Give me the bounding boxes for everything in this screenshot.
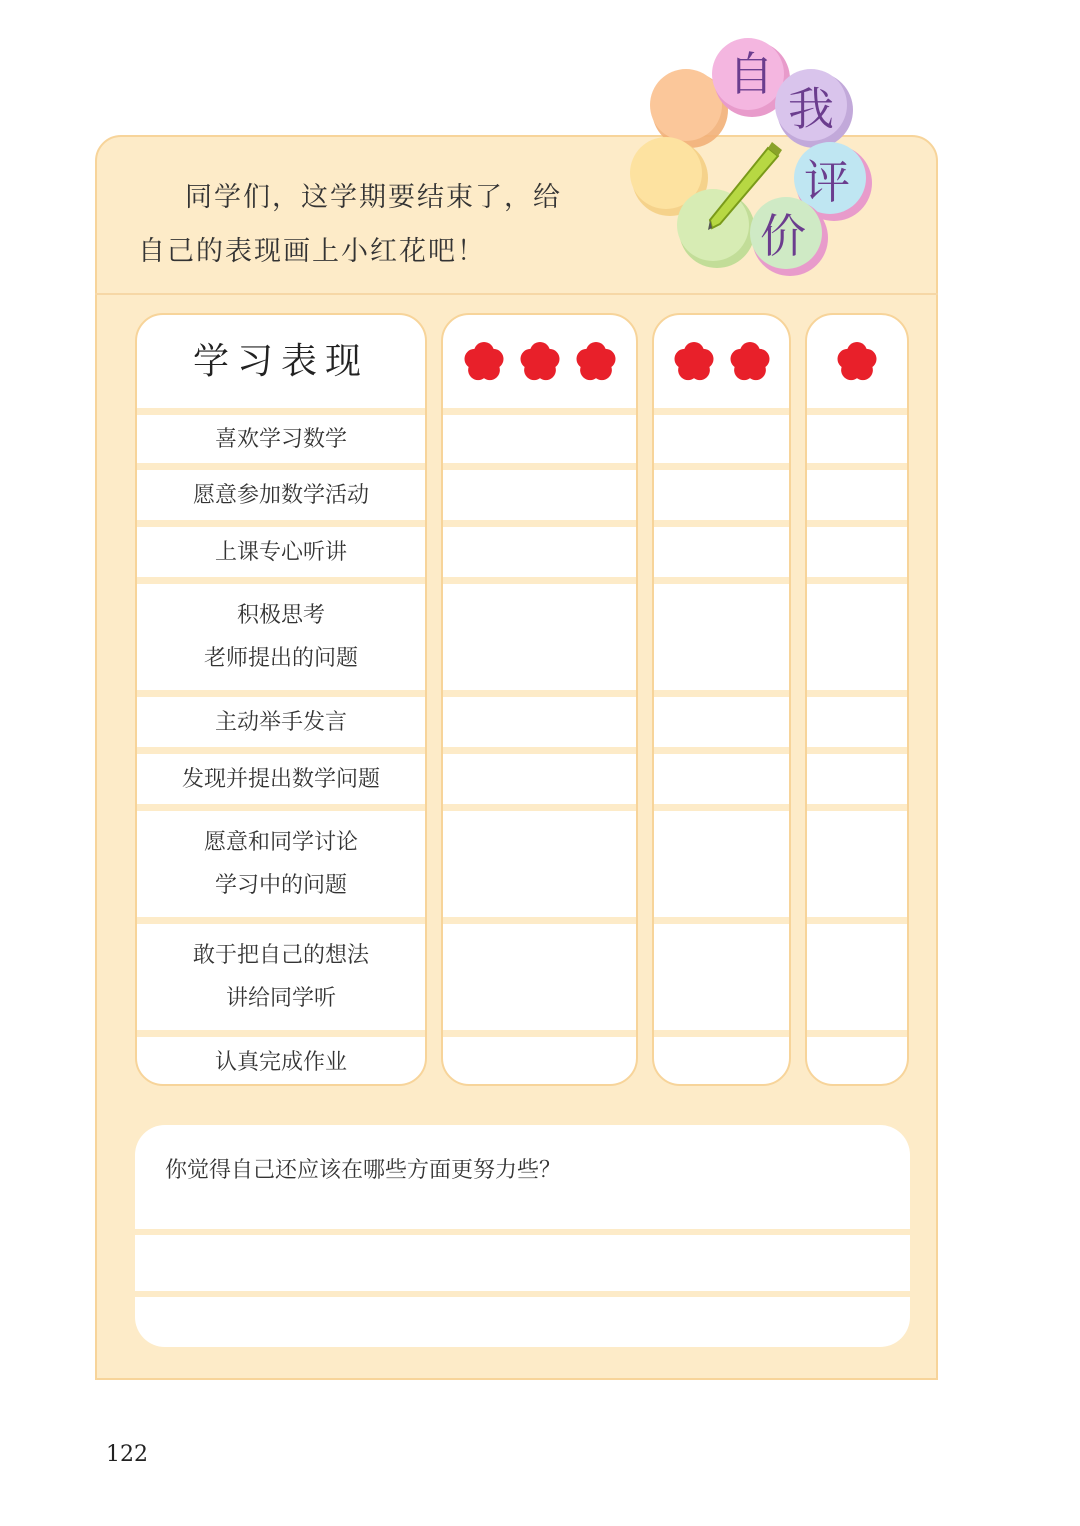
rating-cell[interactable] [654, 754, 789, 804]
rating-cell[interactable] [807, 697, 907, 747]
three-flowers-cells [443, 408, 636, 1087]
row-separator [443, 690, 636, 697]
rating-cell[interactable] [443, 584, 636, 690]
rating-cell[interactable] [443, 811, 636, 917]
row-separator [807, 577, 907, 584]
row-separator [443, 577, 636, 584]
row-separator [137, 577, 425, 584]
one-flower-header [807, 315, 907, 408]
row-separator [137, 408, 425, 415]
page-number: 122 [106, 1442, 148, 1467]
row-separator [807, 804, 907, 811]
performance-item [137, 924, 425, 1030]
rating-cell[interactable] [654, 924, 789, 1030]
row-separator [443, 1030, 636, 1037]
rating-cell[interactable] [807, 1037, 907, 1087]
two-flowers-header [654, 315, 789, 408]
rating-cell[interactable] [654, 470, 789, 520]
performance-item-line: 老师提出的问题 [203, 646, 358, 671]
performance-item-line: 发现并提出数学问题 [181, 766, 380, 792]
performance-item [137, 1037, 425, 1087]
row-separator [137, 690, 425, 697]
intro-line-1: 同学们，这学期要结束了，给 [185, 182, 562, 213]
rating-cell[interactable] [807, 470, 907, 520]
row-separator [807, 917, 907, 924]
rating-cell[interactable] [443, 754, 636, 804]
row-separator [443, 463, 636, 470]
red-flower-icon [463, 341, 505, 383]
performance-item-line: 愿意参加数学活动 [192, 482, 369, 508]
intro-divider [95, 293, 938, 295]
row-separator [654, 917, 789, 924]
performance-item [137, 584, 425, 690]
badge-char-wo: 我 [788, 82, 834, 136]
rating-cell[interactable] [443, 1037, 636, 1087]
row-separator [807, 408, 907, 415]
red-flower-icon [575, 341, 617, 383]
rating-cell[interactable] [807, 924, 907, 1030]
rating-cell[interactable] [807, 754, 907, 804]
row-separator [654, 520, 789, 527]
badge-char-jia: 价 [760, 209, 806, 263]
row-separator [443, 520, 636, 527]
rating-cell[interactable] [654, 527, 789, 577]
rating-column-two-flowers [652, 313, 791, 1086]
row-separator [654, 408, 789, 415]
row-separator [654, 747, 789, 754]
performance-item [137, 811, 425, 917]
badge-char-zi: 自 [728, 47, 774, 101]
performance-item [137, 754, 425, 804]
rating-cell[interactable] [807, 527, 907, 577]
row-separator [137, 917, 425, 924]
row-separator [137, 804, 425, 811]
performance-item-line: 积极思考 [236, 603, 325, 628]
row-separator [654, 804, 789, 811]
performance-item-line: 敢于把自己的想法 [192, 943, 369, 968]
rating-cell[interactable] [654, 811, 789, 917]
writing-line-2 [135, 1291, 910, 1297]
performance-item [137, 470, 425, 520]
row-separator [137, 747, 425, 754]
performance-item-line: 学习中的问题 [214, 873, 347, 898]
performance-item [137, 415, 425, 463]
rating-cell[interactable] [807, 415, 907, 463]
rating-cell[interactable] [654, 697, 789, 747]
writing-line-1 [135, 1229, 910, 1235]
self-evaluation-badge [620, 30, 890, 290]
rating-column-one-flower [805, 313, 909, 1086]
two-flowers-cells [654, 408, 789, 1087]
red-flower-icon [729, 341, 771, 383]
rating-column-three-flowers [441, 313, 638, 1086]
row-separator [137, 1030, 425, 1037]
performance-item-line: 讲给同学听 [225, 986, 336, 1011]
row-separator [654, 690, 789, 697]
rating-cell[interactable] [654, 584, 789, 690]
performance-item-line: 愿意和同学讨论 [203, 830, 358, 855]
rating-cell[interactable] [807, 584, 907, 690]
reflection-question: 你觉得自己还应该在哪些方面更努力些？ [165, 1158, 562, 1183]
row-separator [137, 520, 425, 527]
row-separator [443, 804, 636, 811]
rating-cell[interactable] [443, 415, 636, 463]
performance-item-line: 喜欢学习数学 [214, 426, 347, 452]
rating-cell[interactable] [807, 811, 907, 917]
row-separator [807, 520, 907, 527]
rating-cell[interactable] [654, 1037, 789, 1087]
rating-cell[interactable] [443, 697, 636, 747]
performance-item-line: 主动举手发言 [214, 709, 347, 735]
row-separator [654, 463, 789, 470]
reflection-box [135, 1125, 910, 1347]
performance-item-line: 认真完成作业 [214, 1049, 347, 1075]
performance-rows [137, 408, 425, 1087]
badge-char-ping: 评 [804, 155, 850, 209]
red-flower-icon [673, 341, 715, 383]
performance-item [137, 697, 425, 747]
row-separator [807, 1030, 907, 1037]
rating-cell[interactable] [443, 470, 636, 520]
row-separator [137, 463, 425, 470]
rating-cell[interactable] [443, 527, 636, 577]
performance-item [137, 527, 425, 577]
row-separator [807, 747, 907, 754]
row-separator [807, 690, 907, 697]
row-separator [807, 463, 907, 470]
red-flower-icon [836, 341, 878, 383]
row-separator [443, 408, 636, 415]
rating-cell[interactable] [654, 415, 789, 463]
row-separator [443, 747, 636, 754]
red-flower-icon [519, 341, 561, 383]
header-performance: 学习表现 [192, 341, 369, 382]
row-separator [443, 917, 636, 924]
intro-line-2: 自己的表现画上小红花吧！ [138, 236, 486, 267]
performance-column [135, 313, 427, 1086]
one-flower-cells [807, 408, 907, 1087]
rating-cell[interactable] [443, 924, 636, 1030]
three-flowers-header [443, 315, 636, 408]
performance-item-line: 上课专心听讲 [214, 539, 347, 565]
row-separator [654, 577, 789, 584]
row-separator [654, 1030, 789, 1037]
